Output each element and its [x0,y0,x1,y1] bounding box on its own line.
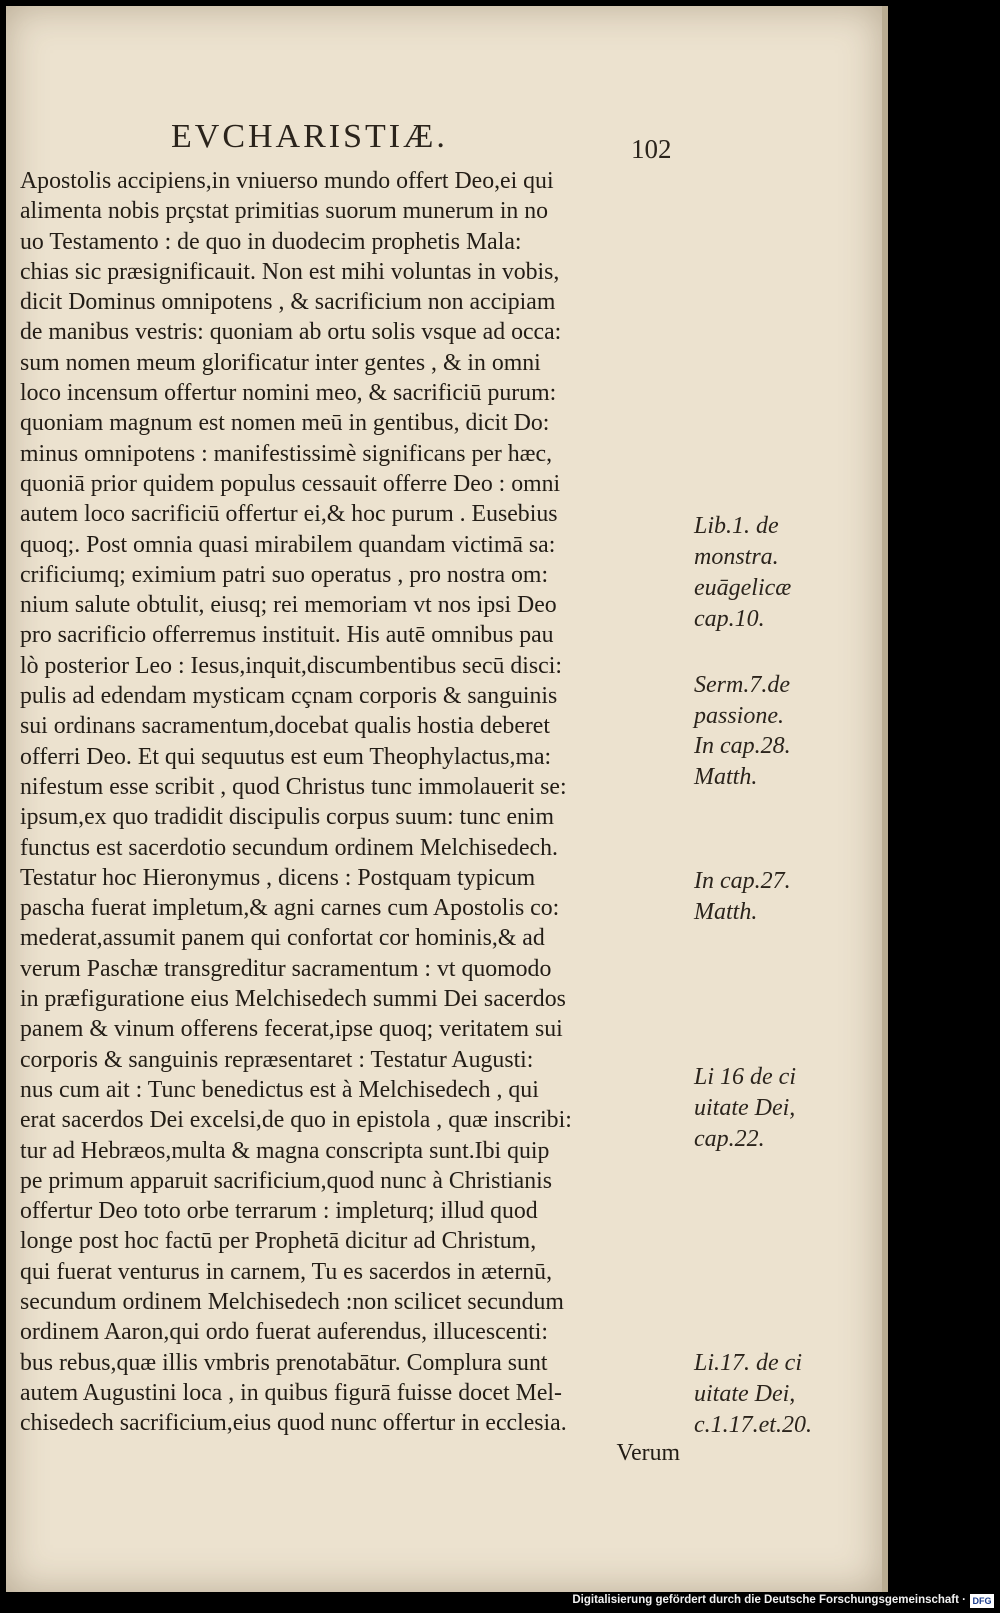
text-line: nifestum esse scribit , quod Christus tunc immolauerit se: [20,773,567,800]
text-line: uo Testamento : de quo in duodecim prophetis Mala: [20,228,522,255]
text-line: minus omnipotens : manifestissimè significans per hæc, [20,440,553,467]
text-line: ordinem Aaron,qui ordo fuerat auferendus, illucescenti: [20,1319,548,1346]
text-line: erat sacerdos Dei excelsi,de quo in epistola , quæ inscribi: [20,1107,572,1134]
text-line: corporis & sanguinis repræsentaret : Testatur Augusti: [20,1046,534,1073]
funding-credit: Digitalisierung gefördert durch die Deutsche Forschungsgemeinschaft · [572,1594,966,1606]
text-line: pe primum apparuit sacrificium,quod nunc à Christianis [20,1167,553,1194]
text-line: sum nomen meum glorificatur inter gentes , & in omni [20,349,541,376]
text-line: nium salute obtulit, eiusq; rei memoriam vt nos ipsi Deo [20,592,557,619]
book-page [6,6,882,1592]
marginal-note-line: cap.10. [694,606,765,632]
marginal-note-line: In cap.27. [694,868,791,894]
marginal-note-line: uitate Dei, [694,1381,796,1407]
footer-bar [0,1592,1000,1613]
marginal-note-line: cap.22. [694,1126,765,1152]
text-line: autem Augustini loca , in quibus figurā fuisse docet Mel- [20,1379,562,1406]
text-line: pro sacrificio offerremus instituit. His autē omnibus pau [20,622,554,649]
marginal-note-line: Matth. [694,764,758,790]
page-edge [882,6,888,1592]
text-line: Apostolis accipiens,in vniuerso mundo offert Deo,ei qui [20,168,554,194]
text-line: panem & vinum offerens fecerat,ipse quoq; veritatem sui [20,1016,563,1043]
text-line: lò posterior Leo : Iesus,inquit,discumbentibus secū disci: [20,652,562,679]
marginal-note-line: passione. [694,703,784,729]
text-line: quoq;. Post omnia quasi mirabilem quandam victimā sa: [20,531,556,558]
text-line: mederat,assumit panem qui confortat cor hominis,& ad [20,925,545,952]
text-line: de manibus vestris: quoniam ab ortu solis vsque ad occa: [20,319,562,346]
marginal-note-line: In cap.28. [694,733,791,759]
text-line: nus cum ait : Tunc benedictus est à Melchisedech , qui [20,1076,539,1103]
marginal-note-line: monstra. [694,544,779,570]
text-line: ipsum,ex quo tradidit discipulis corpus suum: tunc enim [20,804,555,831]
catchword: Verum [616,1440,680,1467]
text-line: sui ordinans sacramentum,docebat qualis hostia deberet [20,713,550,740]
text-line: chisedech sacrificium,eius quod nunc offertur in ecclesia. [20,1410,567,1437]
text-line: qui fuerat venturus in carnem, Tu es sacerdos in æternū, [20,1258,553,1285]
text-line: chias sic præsignificauit. Non est mihi voluntas in vobis, [20,258,560,285]
text-line: alimenta nobis prçstat primitias suorum munerum in no [20,198,549,225]
running-head-title: EVCHARISTIÆ. [171,118,448,155]
text-line: pulis ad edendam mysticam cçnam corporis & sanguinis [20,683,558,710]
text-line: quoniā prior quidem populus cessauit offerre Deo : omni [20,470,561,497]
text-line: pascha fuerat impletum,& agni carnes cum Apostolis co: [20,895,560,922]
text-line: crificiumq; eximium patri suo operatus , pro nostra om: [20,561,549,588]
marginal-note-line: c.1.17.et.20. [694,1412,812,1438]
marginal-note [694,731,864,793]
text-line: functus est sacerdotio secundum ordinem Melchisedech. [20,834,558,861]
text-line: quoniam magnum est nomen meū in gentibus, dicit Do: [20,410,550,437]
marginal-note [694,1062,864,1155]
marginal-note-line: Lib.1. de [694,513,779,539]
text-line: loco incensum offertur nomini meo, & sacrificiū purum: [20,380,557,407]
marginal-note [694,1348,864,1441]
text-line: offertur Deo toto orbe terrarum : impleturq; illud quod [20,1198,538,1225]
marginal-note-line: Li.17. de ci [694,1350,802,1376]
marginal-note-line: Serm.7.de [694,672,790,698]
main-text-block [20,166,680,1469]
text-line: dicit Dominus omnipotens , & sacrificium non accipiam [20,289,556,316]
marginal-note-line: Li 16 de ci [694,1064,796,1090]
marginal-note-line: uitate Dei, [694,1095,796,1121]
text-line: secundum ordinem Melchisedech :non scilicet secundum [20,1288,564,1315]
dfg-logo-icon: DFG [970,1594,994,1608]
page-number: 102 [631,134,672,164]
marginal-note [694,511,864,635]
text-line: tur ad Hebræos,multa & magna conscripta sunt.Ibi quip [20,1137,550,1164]
text-line: Testatur hoc Hieronymus , dicens : Postquam typicum [20,864,536,891]
marginal-note-line: euāgelicæ [694,575,792,601]
text-line: longe post hoc factū per Prophetā dicitur ad Christum, [20,1228,537,1255]
text-line: bus rebus,quæ illis vmbris prenotabātur. Complura sunt [20,1349,548,1376]
marginal-note [694,866,864,928]
marginal-note [694,670,864,732]
text-line: verum Paschæ transgreditur sacramentum : vt quomodo [20,955,552,982]
text-line: offerri Deo. Et qui sequutus est eum Theophylactus,ma: [20,743,552,770]
marginal-note-line: Matth. [694,899,758,925]
text-line: in præfiguratione eius Melchisedech summi Dei sacerdos [20,986,566,1013]
text-line: autem loco sacrificiū offertur ei,& hoc purum . Eusebius [20,501,558,528]
